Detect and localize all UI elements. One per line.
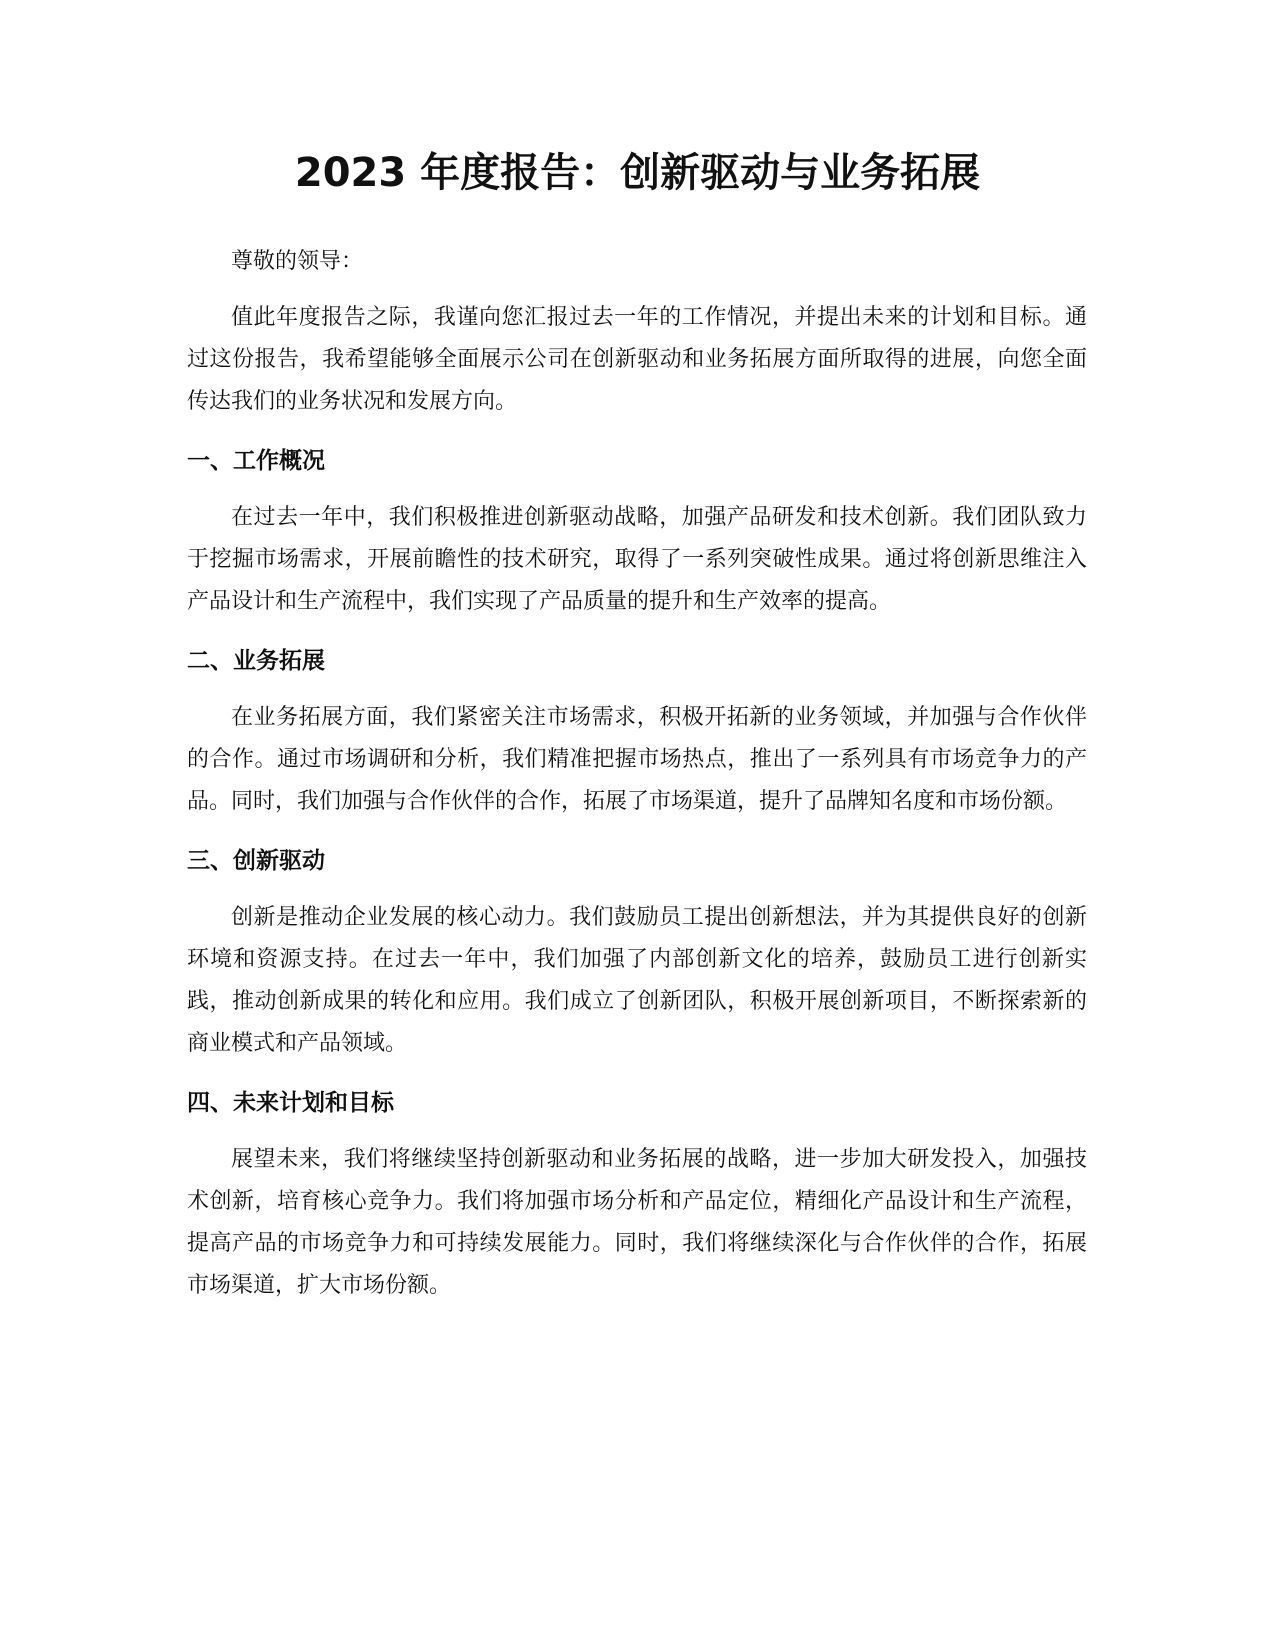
document-title: 2023 年度报告：创新驱动与业务拓展 bbox=[294, 150, 981, 196]
salutation: 尊敬的领导： bbox=[231, 249, 364, 274]
section-body-future-plans: 展望未来，我们将继续坚持创新驱动和业务拓展的战略，进一步加大研发投入，加强技术创新，培育核心竞争力。我们将加强市场分析和产品定位，精细化产品设计和生产流程，提高产品的市场竞争力和可持续发展能力。同时，我们将继续深化与合作伙伴的合作，拓展市场渠道，扩大市场份额。 bbox=[187, 1147, 1087, 1298]
section-body-business-expansion: 在业务拓展方面，我们紧密关注市场需求，积极开拓新的业务领域，并加强与合作伙伴的合作。通过市场调研和分析，我们精准把握市场热点，推出了一系列具有市场竞争力的产品。同时，我们加强与合作伙伴的合作，拓展了市场渠道，提升了品牌知名度和市场份额。 bbox=[187, 705, 1087, 814]
section-heading-business-expansion: 二、业务拓展 bbox=[187, 648, 325, 674]
section-body-overview: 在过去一年中，我们积极推进创新驱动战略，加强产品研发和技术创新。我们团队致力于挖掘市场需求，开展前瞻性的技术研究，取得了一系列突破性成果。通过将创新思维注入产品设计和生产流程中，我们实现了产品质量的提升和生产效率的提高。 bbox=[187, 505, 1087, 614]
document-body bbox=[187, 243, 1087, 1323]
section-heading-overview: 一、工作概况 bbox=[187, 448, 325, 474]
section-heading-future-plans: 四、未来计划和目标 bbox=[187, 1090, 394, 1116]
section-body-innovation: 创新是推动企业发展的核心动力。我们鼓励员工提出创新想法，并为其提供良好的创新环境和资源支持。在过去一年中，我们加强了内部创新文化的培养，鼓励员工进行创新实践，推动创新成果的转化和应用。我们成立了创新团队，积极开展创新项目，不断探索新的商业模式和产品领域。 bbox=[187, 905, 1087, 1056]
section-heading-innovation: 三、创新驱动 bbox=[187, 848, 325, 874]
intro-paragraph: 值此年度报告之际，我谨向您汇报过去一年的工作情况，并提出未来的计划和目标。通过这份报告，我希望能够全面展示公司在创新驱动和业务拓展方面所取得的进展，向您全面传达我们的业务状况和发展方向。 bbox=[187, 305, 1087, 414]
